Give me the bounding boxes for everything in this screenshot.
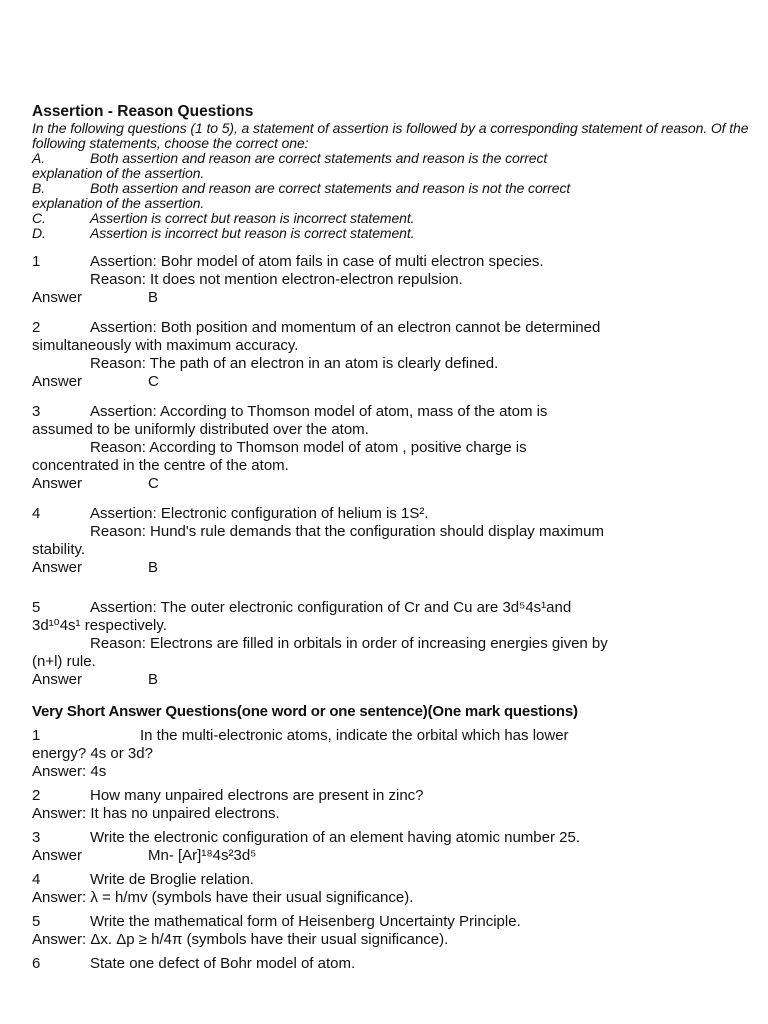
answer-value: C xyxy=(148,373,159,390)
document-page xyxy=(32,103,762,973)
option-a: A. Both assertion and reason are correct statements and reason is the correct xyxy=(32,150,548,166)
option-b: B. Both assertion and reason are correct statements and reason is not the correct xyxy=(32,180,571,196)
vs-question-4: 4 Write de Broglie relation. Answer: λ = h/mv (symbols have their usual significance). xyxy=(32,871,414,906)
answer-value: B xyxy=(148,289,159,306)
option-b-cont: explanation of the assertion. xyxy=(32,195,205,211)
vs-question-3: 3 Write the electronic configuration of an element having atomic number 25. Answer Mn- [Ar]¹⁸4s²3d⁵ xyxy=(32,829,580,864)
vs-question-1: 1 In the multi-electronic atoms, indicate the orbital which has lower energy? 4s or 3d? Answer: 4s xyxy=(32,727,569,780)
section-intro: In the following questions (1 to 5), a statement of assertion is followed by a corresponding statement of reason. Of the following statements, choose the correct one: xyxy=(32,120,749,151)
section-title-assertion-reason: Assertion - Reason Questions xyxy=(32,103,254,120)
option-d: D. Assertion is incorrect but reason is correct statement. xyxy=(32,225,415,241)
vs-question-2: 2 How many unpaired electrons are present in zinc? Answer: It has no unpaired electrons. xyxy=(32,787,424,822)
section-title-very-short: Very Short Answer Questions(one word or one sentence)(One mark questions) xyxy=(32,703,578,720)
answer-value: B xyxy=(148,559,159,576)
vs-question-6: 6 State one defect of Bohr model of atom. xyxy=(32,955,356,972)
option-c: C. Assertion is correct but reason is incorrect statement. xyxy=(32,210,415,226)
vs-question-5: 5 Write the mathematical form of Heisenberg Uncertainty Principle. Answer: Δx. Δp ≥ h/4π (symbols have their usual significance). xyxy=(32,913,521,948)
answer-value: B xyxy=(148,671,159,688)
ar-question-2: 2 Assertion: Both position and momentum of an electron cannot be determined simultaneously with maximum accuracy. Reason: The path of an electron in an atom is clearly defined. Answer C xyxy=(32,319,601,390)
option-a-cont: explanation of the assertion. xyxy=(32,165,205,181)
ar-question-1: 1 Assertion: Bohr model of atom fails in case of multi electron species. Reason: It does not mention electron-electron repulsion. Answer B xyxy=(32,253,544,306)
ar-question-5: 5 Assertion: The outer electronic configuration of Cr and Cu are 3d⁵4s¹and 3d¹⁰4s¹ respectively. Reason: Electrons are filled in orbitals in order of increasing energies given by (n+l) rule. Answer B xyxy=(32,599,608,688)
answer-value: C xyxy=(148,475,159,492)
ar-question-4: 4 Assertion: Electronic configuration of helium is 1S². Reason: Hund's rule demands that the configuration should display maximum stability. Answer B xyxy=(32,505,604,576)
ar-question-3: 3 Assertion: According to Thomson model of atom, mass of the atom is assumed to be uniformly distributed over the atom. Reason: According to Thomson model of atom , positive charge is concentrated in the centre of the atom. Answer C xyxy=(32,403,548,492)
